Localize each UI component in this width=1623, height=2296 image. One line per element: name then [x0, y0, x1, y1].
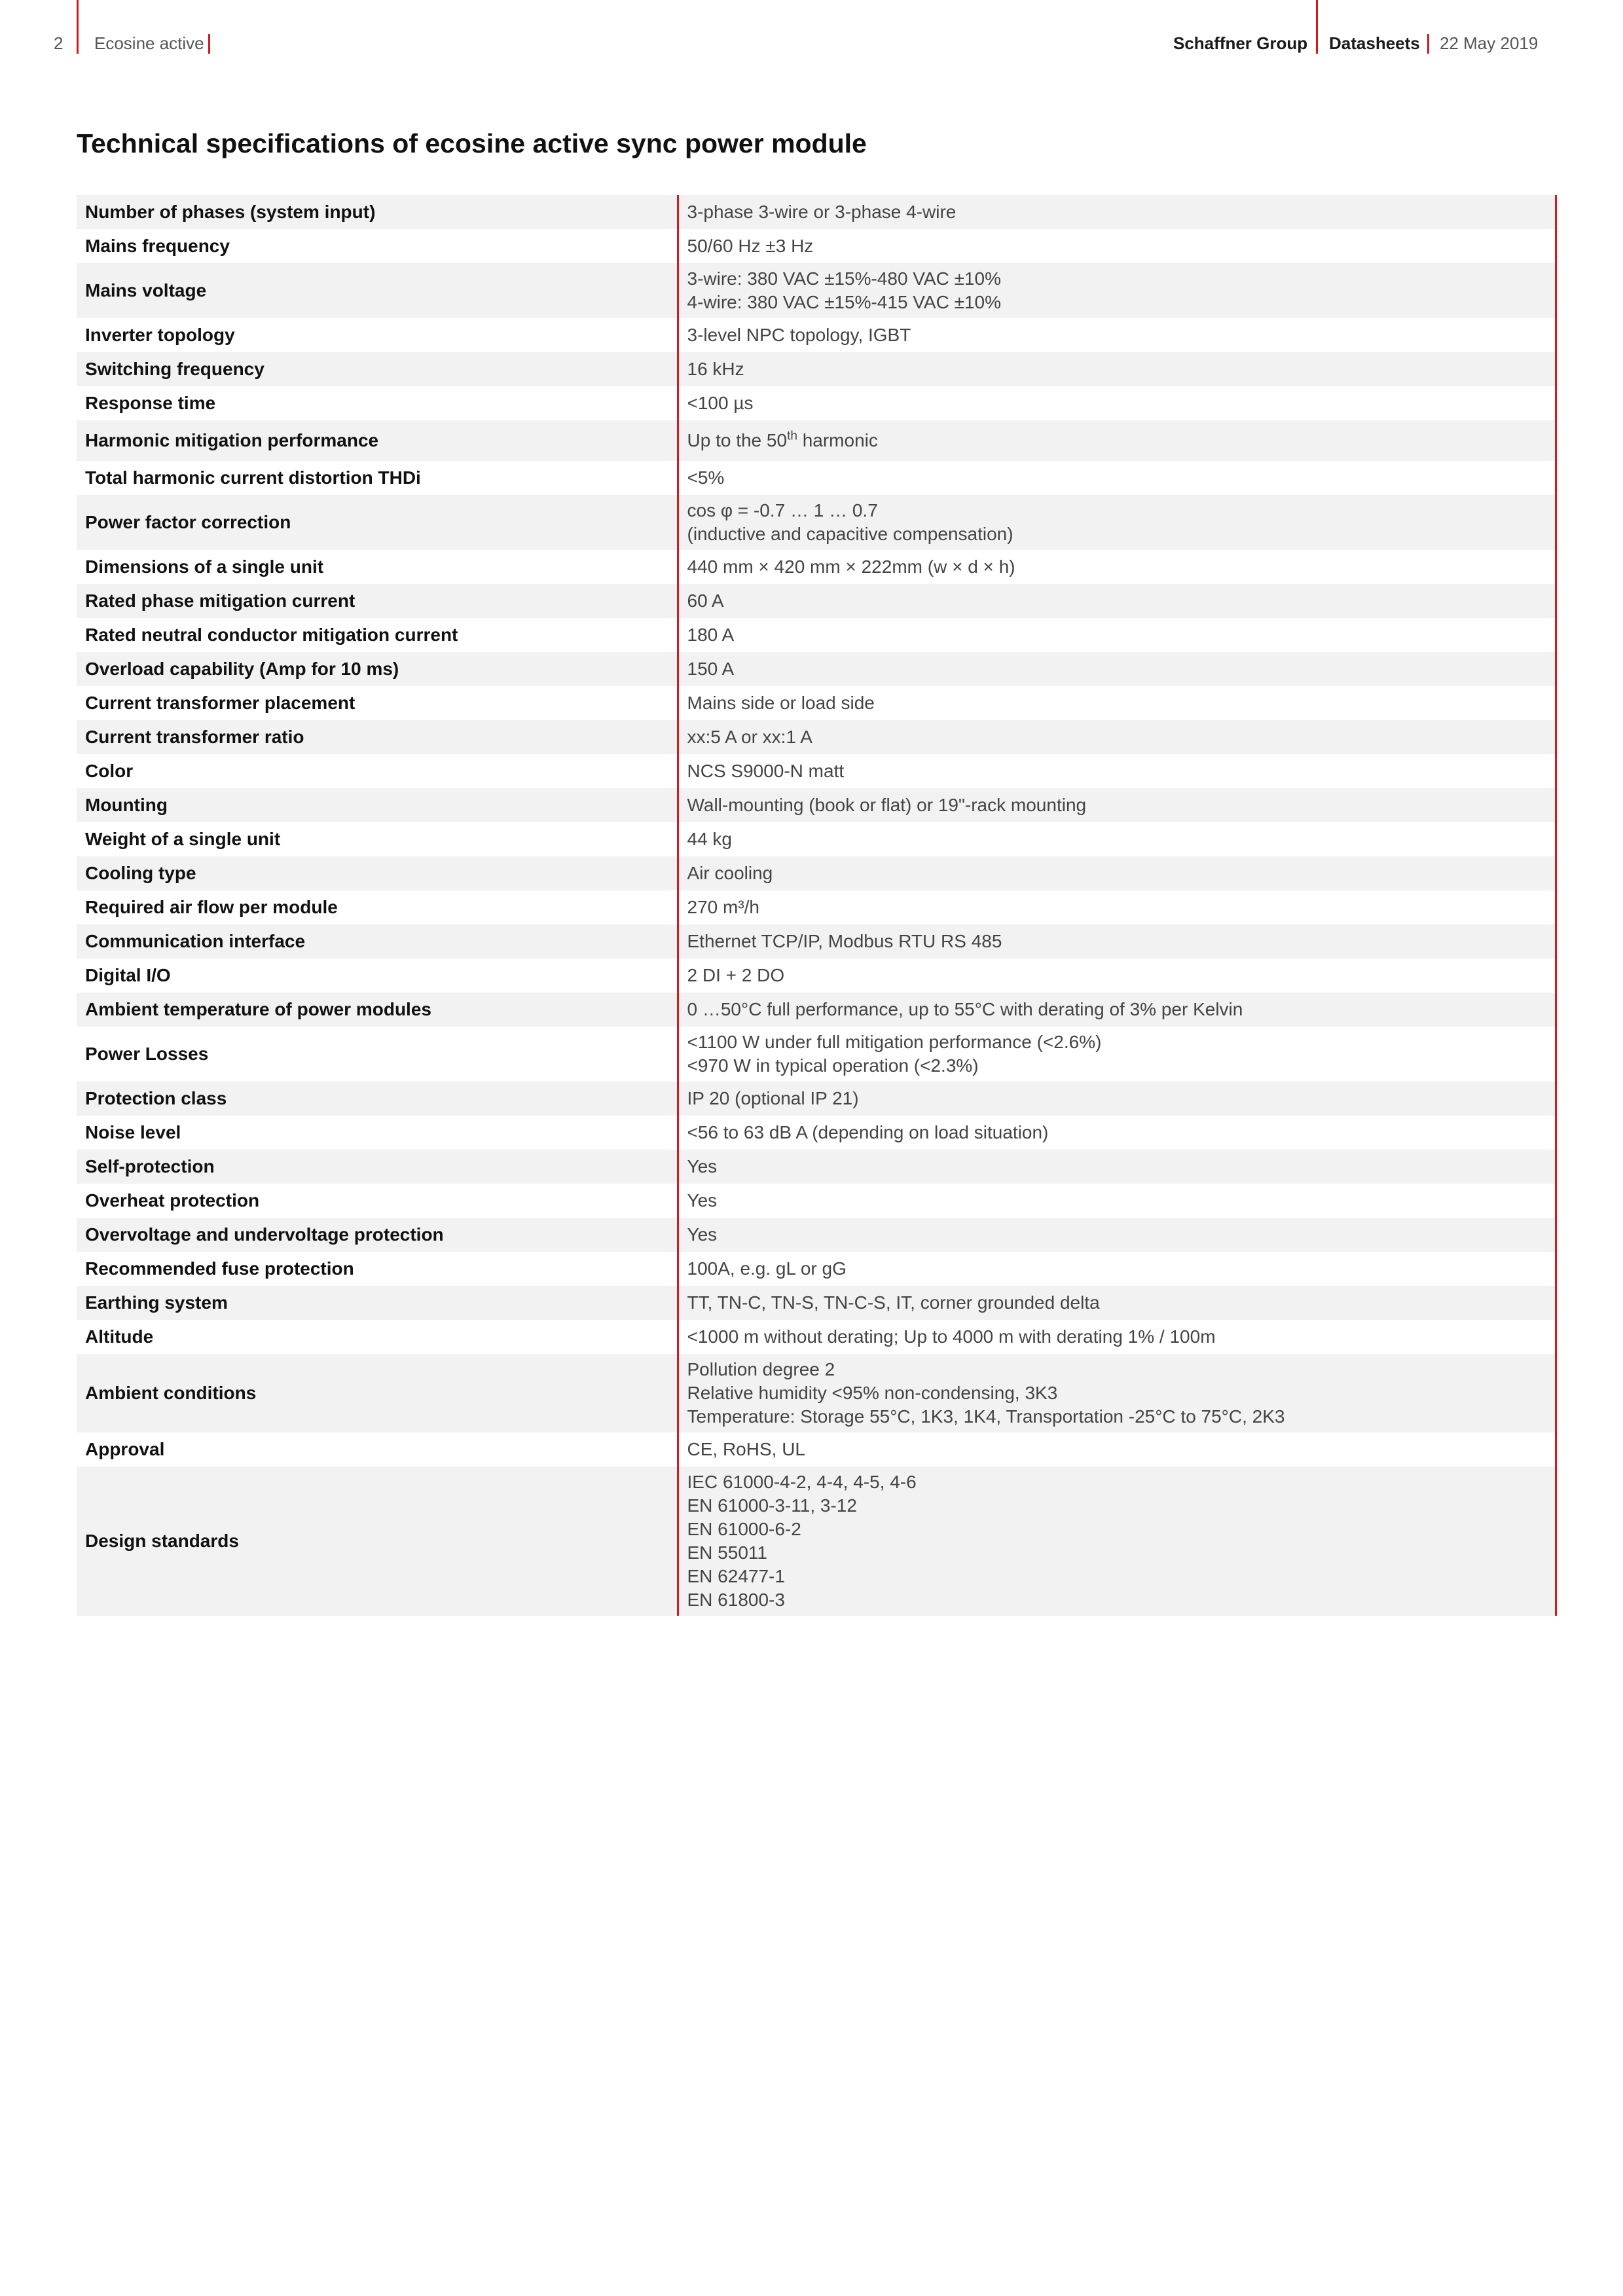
spec-value: 50/60 Hz ±3 Hz	[678, 229, 1556, 263]
spec-label: Response time	[77, 386, 678, 420]
spec-label: Design standards	[77, 1467, 678, 1616]
spec-row	[77, 652, 1556, 686]
spec-row	[77, 1354, 1556, 1432]
spec-value: 150 A	[678, 652, 1556, 686]
spec-label: Approval	[77, 1432, 678, 1467]
spec-row	[77, 584, 1556, 618]
spec-value: IEC 61000-4-2, 4-4, 4-5, 4-6 EN 61000-3-11, 3-12 EN 61000-6-2 EN 55011 EN 62477-1 EN 61800-3	[678, 1467, 1556, 1616]
spec-value: 3-phase 3-wire or 3-phase 4-wire	[678, 195, 1556, 229]
spec-label: Power factor correction	[77, 495, 678, 550]
spec-label: Inverter topology	[77, 318, 678, 352]
spec-label: Rated neutral conductor mitigation current	[77, 618, 678, 652]
spec-value: <100 µs	[678, 386, 1556, 420]
spec-value: Up to the 50th harmonic	[678, 420, 1556, 461]
spec-label: Dimensions of a single unit	[77, 550, 678, 584]
spec-label: Color	[77, 754, 678, 788]
spec-value: 270 m³/h	[678, 890, 1556, 924]
spec-value: <5%	[678, 461, 1556, 495]
spec-label: Overheat protection	[77, 1184, 678, 1218]
spec-label: Ambient conditions	[77, 1354, 678, 1432]
spec-label: Earthing system	[77, 1286, 678, 1320]
spec-value: Wall-mounting (book or flat) or 19"-rack mounting	[678, 788, 1556, 822]
spec-value: 3-wire: 380 VAC ±15%-480 VAC ±10% 4-wire: 380 VAC ±15%-415 VAC ±10%	[678, 263, 1556, 318]
spec-label: Harmonic mitigation performance	[77, 420, 678, 461]
document-date: 22 May 2019	[1440, 33, 1539, 53]
spec-label: Noise level	[77, 1116, 678, 1150]
spec-value: 2 DI + 2 DO	[678, 958, 1556, 993]
spec-value: 0 …50°C full performance, up to 55°C with derating of 3% per Kelvin	[678, 993, 1556, 1027]
spec-row	[77, 229, 1556, 263]
header-divider	[1427, 34, 1429, 54]
spec-label: Communication interface	[77, 924, 678, 958]
spec-value: <1000 m without derating; Up to 4000 m with derating 1% / 100m	[678, 1320, 1556, 1354]
spec-value: Yes	[678, 1218, 1556, 1252]
spec-value: 60 A	[678, 584, 1556, 618]
spec-label: Altitude	[77, 1320, 678, 1354]
spec-row	[77, 1218, 1556, 1252]
spec-value: 44 kg	[678, 822, 1556, 856]
spec-label: Protection class	[77, 1082, 678, 1116]
spec-label: Recommended fuse protection	[77, 1252, 678, 1286]
spec-row	[77, 720, 1556, 754]
spec-row	[77, 788, 1556, 822]
section-name: Datasheets	[1329, 33, 1420, 53]
spec-label: Rated phase mitigation current	[77, 584, 678, 618]
spec-row	[77, 1082, 1556, 1116]
spec-label: Weight of a single unit	[77, 822, 678, 856]
spec-value: Pollution degree 2 Relative humidity <95% non-condensing, 3K3 Temperature: Storage 55°C, 1K3, 1K4, Transportation -25°C to 75°C, 2K3	[678, 1354, 1556, 1432]
spec-row	[77, 386, 1556, 420]
spec-label: Required air flow per module	[77, 890, 678, 924]
spec-value: 16 kHz	[678, 352, 1556, 386]
spec-value: Yes	[678, 1184, 1556, 1218]
spec-value: 100A, e.g. gL or gG	[678, 1252, 1556, 1286]
spec-label: Current transformer ratio	[77, 720, 678, 754]
spec-label: Mains voltage	[77, 263, 678, 318]
spec-row	[77, 1252, 1556, 1286]
spec-row	[77, 1286, 1556, 1320]
spec-label: Total harmonic current distortion THDi	[77, 461, 678, 495]
spec-value: Yes	[678, 1150, 1556, 1184]
spec-row	[77, 263, 1556, 318]
spec-row	[77, 924, 1556, 958]
spec-value: CE, RoHS, UL	[678, 1432, 1556, 1467]
spec-row	[77, 495, 1556, 550]
spec-row	[77, 195, 1556, 229]
spec-label: Switching frequency	[77, 352, 678, 386]
spec-row	[77, 352, 1556, 386]
spec-label: Number of phases (system input)	[77, 195, 678, 229]
spec-row	[77, 754, 1556, 788]
spec-label: Overload capability (Amp for 10 ms)	[77, 652, 678, 686]
spec-row	[77, 1150, 1556, 1184]
spec-row	[77, 318, 1556, 352]
spec-value: 180 A	[678, 618, 1556, 652]
spec-row	[77, 550, 1556, 584]
spec-value: xx:5 A or xx:1 A	[678, 720, 1556, 754]
spec-value: Mains side or load side	[678, 686, 1556, 720]
spec-value: <56 to 63 dB A (depending on load situation)	[678, 1116, 1556, 1150]
spec-value: NCS S9000-N matt	[678, 754, 1556, 788]
spec-label: Digital I/O	[77, 958, 678, 993]
spec-row	[77, 856, 1556, 890]
document-name: Ecosine active	[94, 33, 204, 53]
header-divider	[1316, 0, 1318, 54]
spec-table	[77, 195, 1557, 1616]
spec-value: 440 mm × 420 mm × 222mm (w × d × h)	[678, 550, 1556, 584]
spec-row	[77, 686, 1556, 720]
spec-row	[77, 958, 1556, 993]
spec-row	[77, 618, 1556, 652]
spec-value: IP 20 (optional IP 21)	[678, 1082, 1556, 1116]
spec-label: Mains frequency	[77, 229, 678, 263]
spec-label: Ambient temperature of power modules	[77, 993, 678, 1027]
spec-label: Power Losses	[77, 1027, 678, 1082]
page-number: 2	[54, 33, 64, 53]
company-name: Schaffner Group	[1173, 33, 1308, 53]
spec-row	[77, 1432, 1556, 1467]
header-divider	[77, 0, 79, 54]
spec-row	[77, 1184, 1556, 1218]
spec-value: cos φ = -0.7 … 1 … 0.7 (inductive and capacitive compensation)	[678, 495, 1556, 550]
spec-row	[77, 993, 1556, 1027]
spec-label: Self-protection	[77, 1150, 678, 1184]
page-title: Technical specifications of ecosine active sync power module	[77, 128, 867, 158]
spec-row	[77, 1027, 1556, 1082]
spec-row	[77, 1467, 1556, 1616]
spec-row	[77, 1116, 1556, 1150]
spec-label: Overvoltage and undervoltage protection	[77, 1218, 678, 1252]
spec-label: Mounting	[77, 788, 678, 822]
spec-row	[77, 420, 1556, 461]
spec-row	[77, 461, 1556, 495]
spec-value: TT, TN-C, TN-S, TN-C-S, IT, corner grounded delta	[678, 1286, 1556, 1320]
spec-row	[77, 1320, 1556, 1354]
spec-label: Current transformer placement	[77, 686, 678, 720]
spec-row	[77, 890, 1556, 924]
spec-value: Air cooling	[678, 856, 1556, 890]
spec-label: Cooling type	[77, 856, 678, 890]
spec-value: <1100 W under full mitigation performance (<2.6%) <970 W in typical operation (<2.3%)	[678, 1027, 1556, 1082]
spec-value: Ethernet TCP/IP, Modbus RTU RS 485	[678, 924, 1556, 958]
spec-value: 3-level NPC topology, IGBT	[678, 318, 1556, 352]
spec-row	[77, 822, 1556, 856]
header-divider	[208, 34, 210, 54]
